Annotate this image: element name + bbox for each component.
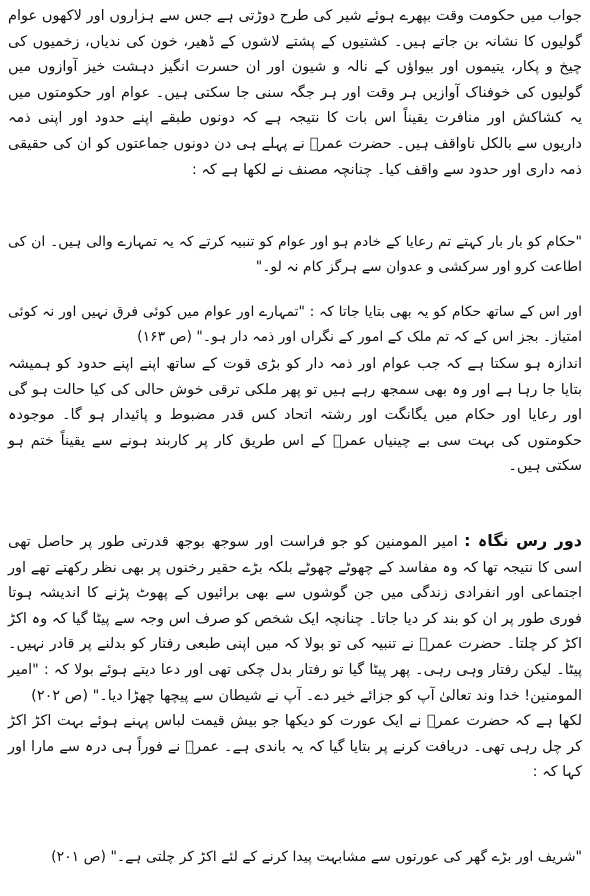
- paragraph-2: [8, 300, 582, 351]
- paragraph-3: اندازہ ہو سکتا ہے کہ جب عوام اور ذمہ دار کو بڑی قوت کے ساتھ اپنے اپنے حدود کو ہمیشہ بتایا جا رہا ہے اور وہ بھی سمجھ رہے ہیں تو پھر ملکی ترقی خوش حالی کی کیا حالت ہو گی اور رعایا اور حکام میں یگانگت اور رشتہ اتحاد کس قدر مضبوط و پائیدار ہو گا۔ موجودہ حکومتوں کی بہت سی بے چینیاں عمرؓ کے اس طریق کار پر کاربند ہونے سے یقیناً ختم ہو سکتی ہیں۔: [8, 356, 582, 475]
- paragraph-2-lead: اور اس کے ساتھ حکام کو یہ بھی بتایا جاتا کہ :: [309, 304, 583, 320]
- page-reference: (ص ۲۰۲): [31, 687, 88, 704]
- page-reference: (ص ۱۶۳): [137, 329, 192, 346]
- section-heading: دور رس نگاہ :: [464, 531, 582, 550]
- page-reference: (ص ۲۰۱): [51, 849, 106, 865]
- paragraph-4: [8, 528, 582, 709]
- paragraph-5: لکھا ہے کہ حضرت عمرؓ نے ایک عورت کو دیکھا جو بیش قیمت لباس پہنے ہوئے بہت اکڑ اکڑ کر چل رہی تھی۔ دریافت کرنے پر بتایا گیا کہ یہ باندی ہے۔ عمرؓ نے فوراً ہی درہ سے مارا اور کہا کہ :: [8, 713, 582, 781]
- quote-2-text: "شریف اور بڑے گھر کی عورتوں سے مشابہت پیدا کرنے کے لئے اکڑ کر چلتی ہے۔": [110, 849, 582, 865]
- paragraph-4-text: امیر المومنین کو جو فراست اور سوجھ بوجھ قدرتی طور پر حاصل تھی اسی کا نتیجہ تھا کہ وہ مفاسد کے چھوٹے چھوٹے بلکہ بڑے حقیر رخنوں پر بھی نظر رکھتے تھے اور اجتماعی اور انفرادی زندگی میں جن گوشوں سے بھی برائیوں کے پھوٹ پڑنے کا اندیشہ ہوتا فوری طور پر ان کو بند کر دیا جاتا۔ چنانچہ ایک شخص کو صرف اس وجہ سے پیٹا گیا کہ وہ اکڑ اکڑ کر چلتا۔ حضرت عمرؓ نے تنبیہ کی تو بولا کہ میں اپنی طبعی رفتار کو بدلنے پر قادر نہیں۔ پیٹا۔ لیکن رفتار وہی رہی۔ پھر پیٹا گیا تو رفتار بدل چکی تھی اور دعا دیتے ہوئے بولا کہ : "امیر المومنین! خدا وند تعالیٰ آپ کو جزائے خیر دے۔ آپ نے شیطان سے پیچھا چھڑا دیا۔": [8, 534, 582, 704]
- section-far-sight: [8, 528, 582, 786]
- paragraph-1: جواب میں حکومت وقت بپھرے ہوئے شیر کی طرح دوڑتی ہے جس سے ہزاروں اور لاکھوں عوام گولیوں کا نشانہ بن جاتے ہیں۔ کشتیوں کے پشتے لاشوں کے ڈھیر، خون کی ندیاں، زخمیوں کی چیخ و پکار، یتیموں اور بیواؤں کے نالہ و شیون اور ان حسرت انگیز دہشت خیز آوازوں میں گولیوں کی خوفناک آوازیں ہر وقت اور ہر جگہ سنی جا سکتی ہیں۔ عوام اور حکومتوں میں یہ کشاکش اور منافرت یقیناً اس بات کا نتیجہ ہے کہ دونوں طبقے اپنے حدود اور اپنی ذمہ داریوں سے بالکل ناواقف ہیں۔ حضرت عمرؓ نے پہلے ہی دن دونوں جماعتوں کو ان کی حقیقی ذمہ داری اور حدود سے واقف کیا۔ چنانچہ مصنف نے لکھا ہے کہ :: [8, 8, 582, 178]
- document-page: [8, 0, 582, 896]
- quote-1: "حکام کو بار بار کہتے تم رعایا کے خادم ہو اور عوام کو تنبیہ کرتے کہ یہ تمہارے والی ہیں۔ ان کی اطاعت کرو اور سرکشی و عدوان سے ہرگز کام نہ لو۔": [8, 234, 582, 276]
- paragraph-2-quote: "تمہارے اور عوام میں کوئی فرق نہیں اور نہ کوئی امتیاز۔ بجز اس کے کہ تم ملک کے امور کے نگراں اور ذمہ دار ہو۔": [8, 304, 582, 346]
- quote-2: [8, 845, 582, 870]
